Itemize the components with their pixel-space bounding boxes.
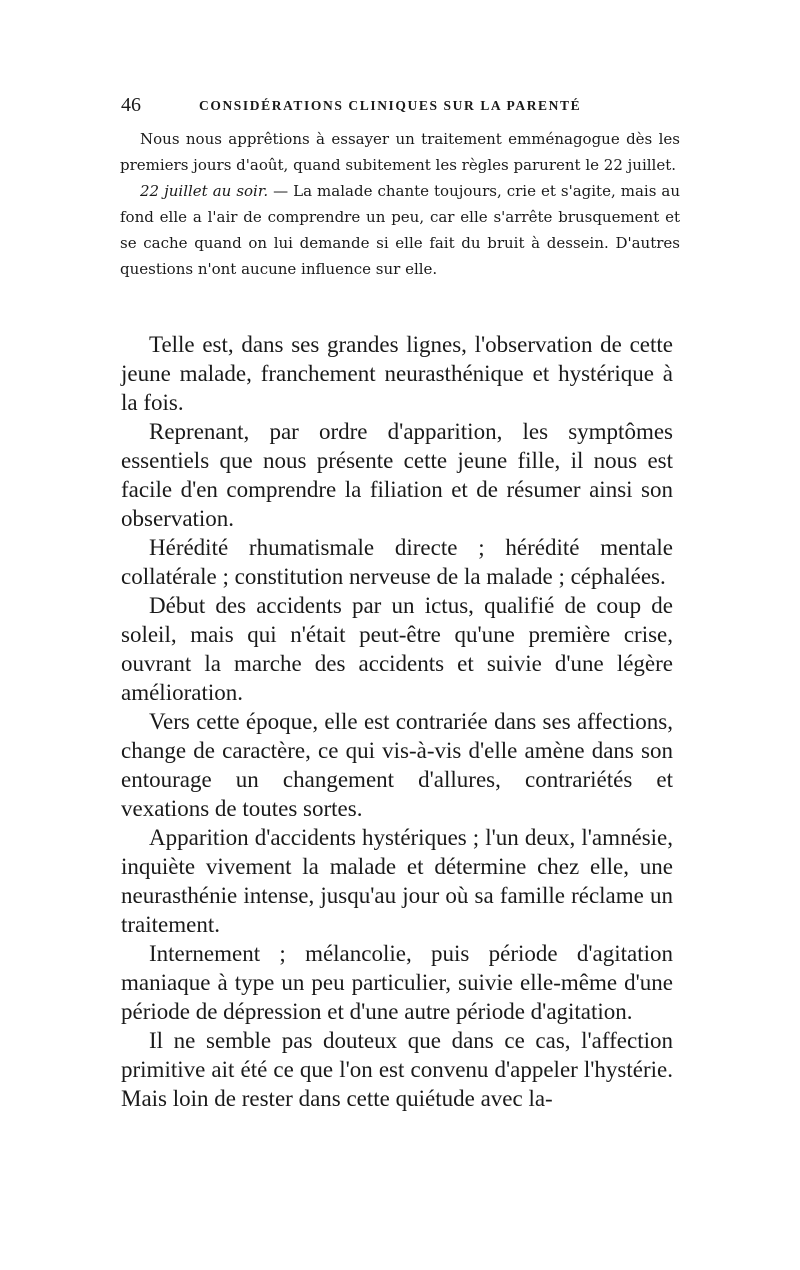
body-paragraph: Apparition d'accidents hystériques ; l'un deux, l'amnésie, inquiète vivement la malade et détermine chez elle, une neurasthénie intense, jusqu'au jour où sa famille réclame un traitement. — [121, 825, 673, 937]
case-note-dated-paragraph — [120, 179, 680, 283]
running-head: CONSIDÉRATIONS CLINIQUES SUR LA PARENTÉ — [199, 98, 582, 113]
body-paragraph: Début des accidents par un ictus, qualifié de coup de soleil, mais qui n'était peut-être qu'une première crise, ouvrant la marche des accidents et suivie d'une légère amélioration. — [121, 593, 673, 705]
body-paragraph: Reprenant, par ordre d'apparition, les symptômes essentiels que nous présente cette jeune fille, il nous est facile d'en comprendre la filiation et de résumer ainsi son observation. — [121, 419, 673, 531]
case-notes — [120, 127, 680, 282]
case-note-paragraph: Nous nous apprêtions à essayer un traitement emménagogue dès les premiers jours d'août, quand subitement les règles parurent le 22 juillet. — [120, 130, 680, 174]
case-note-text: — La malade chante toujours, crie et s'agite, mais au fond elle a l'air de comprendre un peu, car elle s'arrête brusquement et se cache quand on lui demande si elle fait du bruit à dessein. D'autres questions n'ont aucune influence sur elle. — [120, 181, 680, 278]
body-text — [121, 330, 673, 1113]
body-paragraph: Il ne semble pas douteux que dans ce cas, l'affection primitive ait été ce que l'on est convenu d'appeler l'hystérie. Mais loin de rester dans cette quiétude avec la- — [121, 1028, 673, 1111]
body-paragraph: Internement ; mélancolie, puis période d'agitation maniaque à type un peu particulier, suivie elle-même d'une période de dépression et d'une autre période d'agitation. — [121, 941, 673, 1024]
body-paragraph: Vers cette époque, elle est contrariée dans ses affections, change de caractère, ce qui vis-à-vis d'elle amène dans son entourage un changement d'allures, contrariétés et vexations de toutes sortes. — [121, 709, 673, 821]
body-paragraph: Hérédité rhumatismale directe ; hérédité mentale collatérale ; constitution nerveuse de la malade ; céphalées. — [121, 535, 673, 589]
page-number: 46 — [121, 94, 141, 116]
body-paragraph: Telle est, dans ses grandes lignes, l'observation de cette jeune malade, franchement neurasthénique et hystérique à la fois. — [121, 332, 673, 415]
page-header — [121, 92, 681, 118]
case-note-date: 22 juillet au soir. — [140, 181, 269, 200]
